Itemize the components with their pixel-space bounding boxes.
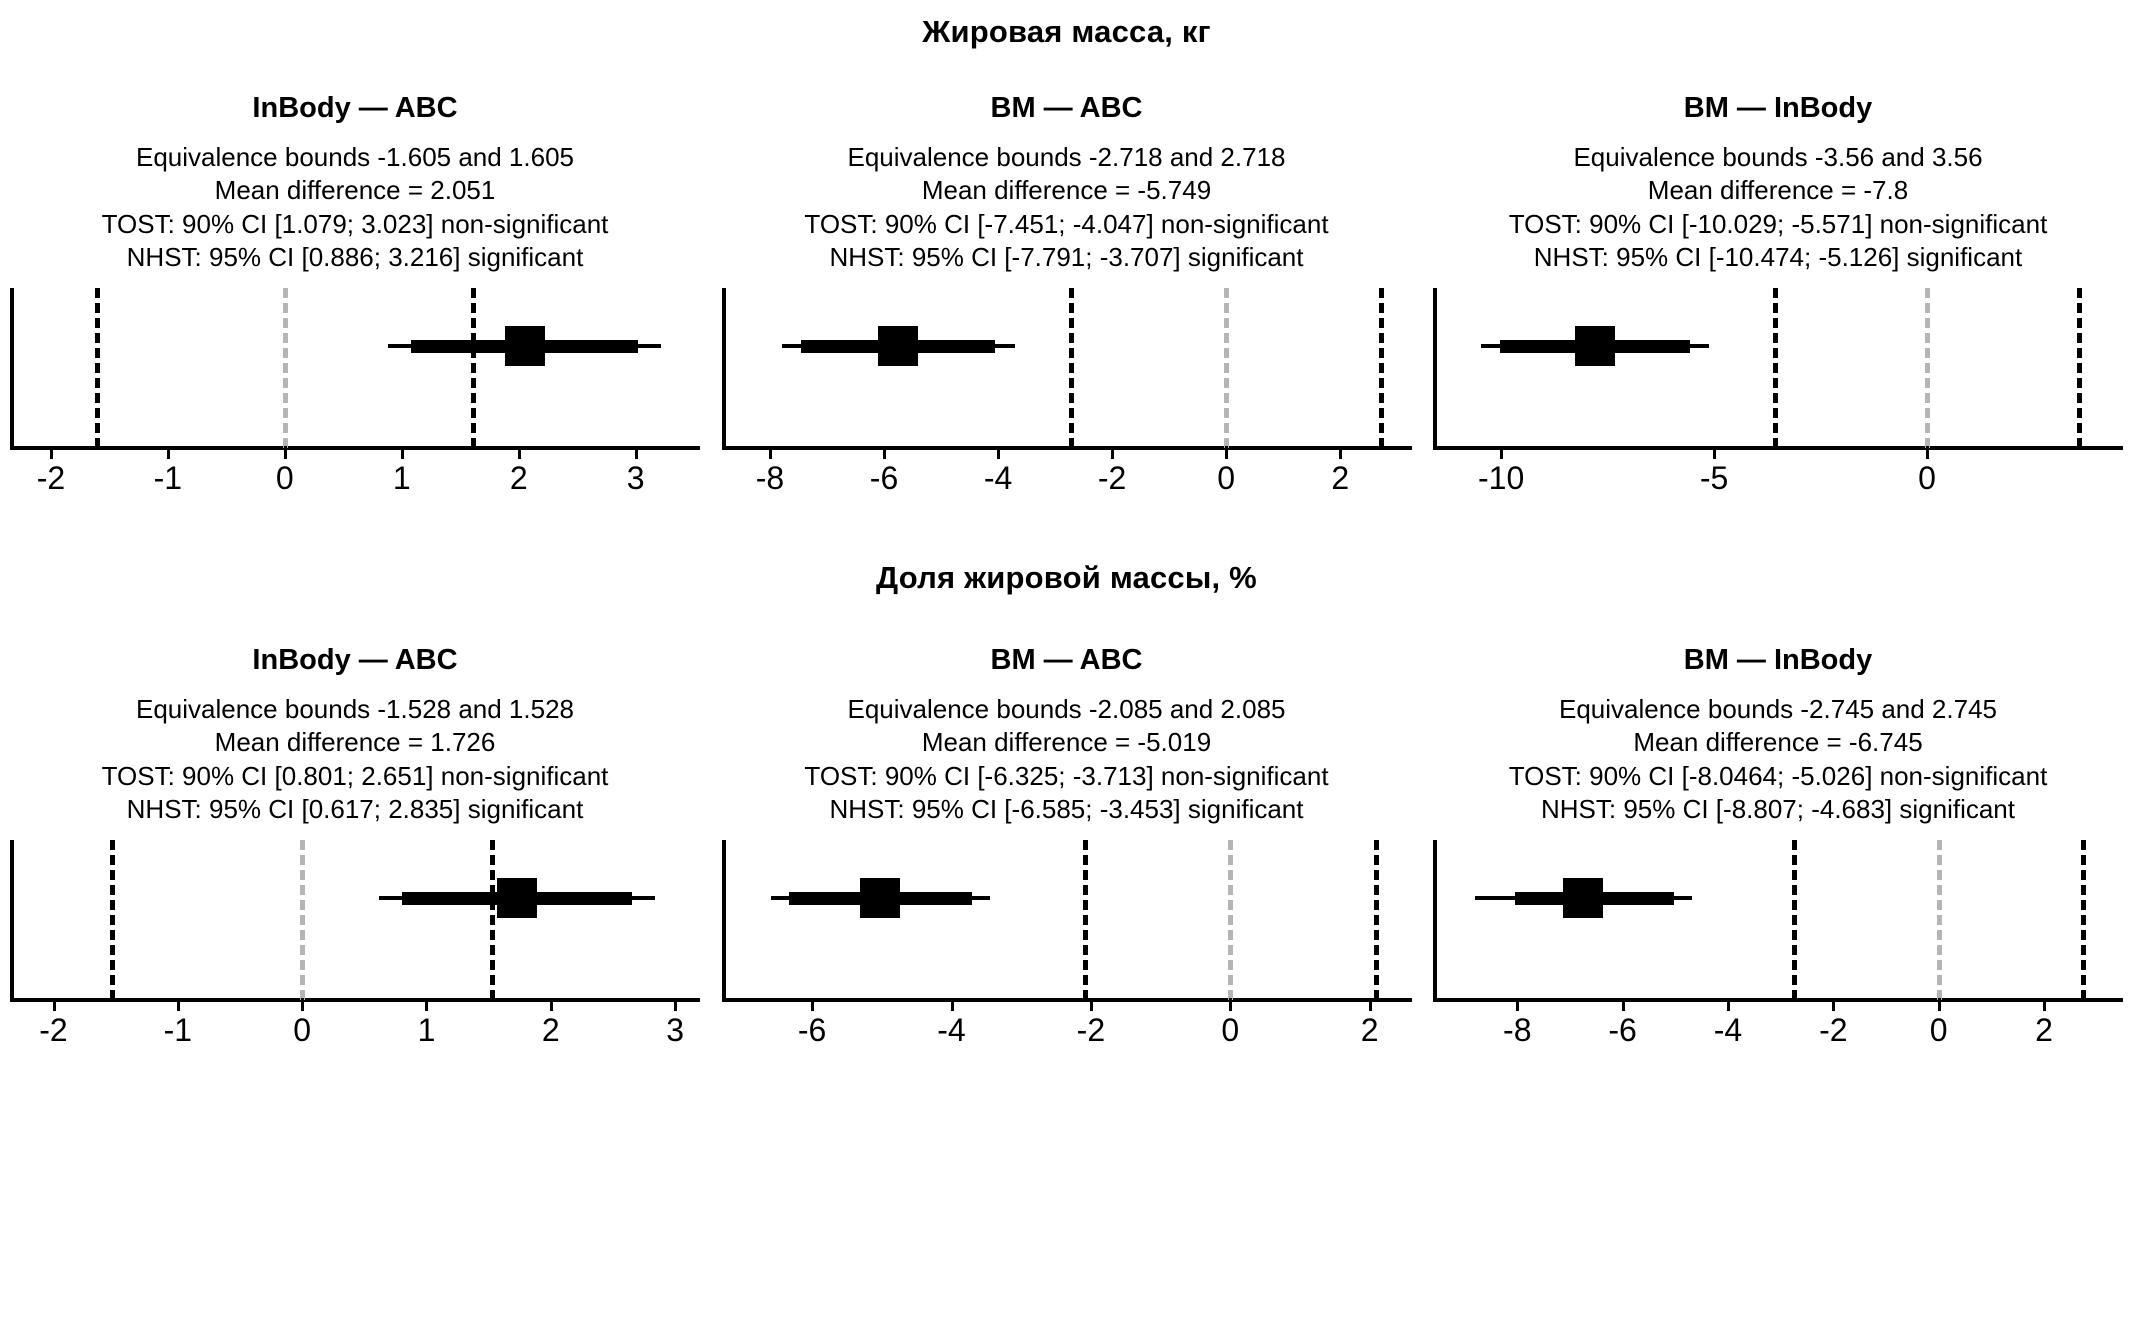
x-tick bbox=[177, 998, 180, 1011]
panel-title: BM — ABC bbox=[990, 644, 1143, 677]
x-tick-label: -4 bbox=[937, 1012, 966, 1049]
x-tick-label: 1 bbox=[392, 460, 411, 497]
x-tick bbox=[1926, 446, 1929, 459]
panel-title: InBody — ABC bbox=[252, 644, 458, 677]
nhst-text: NHST: 95% CI [0.886; 3.216] significant bbox=[126, 241, 584, 272]
equivalence-bound-line bbox=[1792, 840, 1797, 1000]
y-axis-line bbox=[722, 288, 726, 450]
nhst-text: NHST: 95% CI [0.617; 2.835] significant bbox=[126, 793, 584, 824]
panel-row bbox=[0, 92, 2133, 497]
panel-bm-inbody-mass bbox=[1433, 92, 2123, 497]
nhst-text: NHST: 95% CI [-6.585; -3.453] significant bbox=[829, 793, 1304, 824]
y-axis-line bbox=[10, 288, 14, 450]
panel-stats bbox=[1433, 141, 2123, 274]
x-tick bbox=[1090, 998, 1093, 1011]
x-tick bbox=[769, 446, 772, 459]
x-tick-label: 0 bbox=[1221, 1012, 1240, 1049]
x-tick bbox=[301, 998, 304, 1011]
x-tick-label: -1 bbox=[153, 460, 183, 497]
x-tick bbox=[53, 998, 56, 1011]
plot-area bbox=[10, 840, 700, 1049]
mean-difference-marker bbox=[878, 326, 918, 366]
panel-stats bbox=[10, 141, 700, 274]
panel-bm-abc-percent bbox=[722, 644, 1412, 1049]
x-tick-label: -1 bbox=[163, 1012, 193, 1049]
x-tick bbox=[1339, 446, 1342, 459]
y-axis-line bbox=[1433, 288, 1437, 450]
x-tick bbox=[1111, 446, 1114, 459]
forest-plot bbox=[722, 288, 1412, 497]
panel-inbody-abc-percent bbox=[10, 644, 700, 1049]
x-tick-label: 0 bbox=[275, 460, 294, 497]
x-tick-label: 2 bbox=[1331, 460, 1350, 497]
x-tick-label: -2 bbox=[1819, 1012, 1848, 1049]
x-tick bbox=[997, 446, 1000, 459]
mean-difference-text: Mean difference = 1.726 bbox=[214, 727, 496, 758]
x-tick-label: -4 bbox=[1713, 1012, 1743, 1049]
zero-reference-line bbox=[1228, 840, 1233, 1000]
x-tick bbox=[1727, 998, 1730, 1011]
x-tick bbox=[1516, 998, 1519, 1011]
panel-title: BM — InBody bbox=[1683, 92, 1873, 124]
tost-text: TOST: 90% CI [-6.325; -3.713] non-significant bbox=[804, 760, 1329, 791]
x-tick bbox=[1225, 446, 1228, 459]
mean-difference-text: Mean difference = -7.8 bbox=[1647, 175, 1909, 206]
x-tick-label: -8 bbox=[1503, 1012, 1532, 1049]
equivalence-bound-line bbox=[95, 288, 100, 448]
equivalence-bounds-text: Equivalence bounds -1.605 and 1.605 bbox=[135, 142, 574, 172]
x-tick-label: -2 bbox=[1076, 1012, 1106, 1049]
x-tick bbox=[518, 446, 521, 459]
panel-bm-abc-mass bbox=[722, 92, 1412, 497]
x-tick bbox=[883, 446, 886, 459]
x-tick bbox=[284, 446, 287, 459]
zero-reference-line bbox=[283, 288, 288, 448]
x-tick-label: -6 bbox=[797, 1012, 827, 1049]
x-tick-label: -10 bbox=[1478, 460, 1525, 497]
section-fat-percent bbox=[0, 560, 2133, 1049]
zero-reference-line bbox=[1925, 288, 1930, 448]
nhst-text: NHST: 95% CI [-8.807; -4.683] significant bbox=[1540, 793, 2015, 824]
x-tick bbox=[1938, 998, 1941, 1011]
forest-plot bbox=[1433, 288, 2123, 497]
x-tick-label: -4 bbox=[983, 460, 1013, 497]
x-tick-label: 2 bbox=[1360, 1012, 1379, 1049]
mean-difference-marker bbox=[860, 878, 900, 918]
forest-plot bbox=[722, 840, 1412, 1049]
section-fat-mass bbox=[0, 0, 2133, 497]
x-axis-line bbox=[10, 446, 700, 450]
panel-stats bbox=[10, 693, 700, 826]
equivalence-bound-line bbox=[1083, 840, 1088, 1000]
x-tick bbox=[550, 998, 553, 1011]
x-tick bbox=[50, 446, 53, 459]
plot-area bbox=[10, 288, 700, 497]
tost-text: TOST: 90% CI [1.079; 3.023] non-significant bbox=[101, 208, 609, 239]
mean-difference-text: Mean difference = 2.051 bbox=[214, 175, 496, 206]
tost-text: TOST: 90% CI [0.801; 2.651] non-significant bbox=[101, 760, 609, 791]
equivalence-bound-line bbox=[471, 288, 476, 448]
forest-plot bbox=[1433, 840, 2123, 1049]
x-tick bbox=[1713, 446, 1716, 459]
mean-difference-marker bbox=[1575, 326, 1615, 366]
plot-area bbox=[722, 840, 1412, 1049]
x-tick bbox=[167, 446, 170, 459]
x-tick-label: 1 bbox=[417, 1012, 436, 1049]
x-tick-label: 2 bbox=[509, 460, 528, 497]
x-tick bbox=[951, 998, 954, 1011]
x-tick-label: 2 bbox=[2035, 1012, 2053, 1049]
x-tick bbox=[1229, 998, 1232, 1011]
equivalence-bound-line bbox=[1374, 840, 1379, 1000]
x-tick bbox=[1622, 998, 1625, 1011]
x-tick-label: -6 bbox=[869, 460, 899, 497]
equivalence-bound-line bbox=[110, 840, 115, 1000]
zero-reference-line bbox=[1224, 288, 1229, 448]
plot-area bbox=[1433, 840, 2123, 1049]
mean-difference-marker bbox=[497, 878, 537, 918]
equivalence-bounds-text: Equivalence bounds -2.085 and 2.085 bbox=[847, 694, 1286, 725]
equivalence-bound-line bbox=[1773, 288, 1778, 448]
x-tick-label: -2 bbox=[39, 1012, 68, 1049]
equivalence-bounds-text: Equivalence bounds -2.745 and 2.745 bbox=[1558, 694, 1997, 725]
mean-difference-text: Mean difference = -6.745 bbox=[1633, 727, 1923, 758]
x-tick bbox=[635, 446, 638, 459]
tost-text: TOST: 90% CI [-8.0464; -5.026] non-significant bbox=[1508, 760, 2048, 791]
mean-difference-text: Mean difference = -5.019 bbox=[921, 727, 1212, 758]
x-tick bbox=[2043, 998, 2046, 1011]
equivalence-bounds-text: Equivalence bounds -2.718 and 2.718 bbox=[847, 142, 1286, 172]
panel-title: InBody — ABC bbox=[252, 92, 458, 124]
panel-stats bbox=[722, 141, 1412, 274]
tost-text: TOST: 90% CI [-10.029; -5.571] non-significant bbox=[1508, 208, 2048, 239]
plot-area bbox=[1433, 288, 2123, 497]
tost-text: TOST: 90% CI [-7.451; -4.047] non-significant bbox=[804, 208, 1329, 239]
forest-plot bbox=[10, 288, 700, 497]
x-tick-label: 0 bbox=[1929, 1012, 1948, 1049]
x-tick-label: 0 bbox=[1918, 460, 1936, 497]
x-axis-line bbox=[722, 446, 1412, 450]
x-tick bbox=[674, 998, 677, 1011]
panel-inbody-abc-mass bbox=[10, 92, 700, 497]
x-tick-label: -8 bbox=[755, 460, 785, 497]
x-axis-line bbox=[1433, 998, 2123, 1002]
nhst-text: NHST: 95% CI [-7.791; -3.707] significant bbox=[829, 241, 1304, 272]
x-tick-label: -5 bbox=[1699, 460, 1729, 497]
equivalence-bound-line bbox=[2081, 840, 2086, 1000]
x-tick bbox=[811, 998, 814, 1011]
panel-row bbox=[0, 644, 2133, 1049]
x-tick-label: -6 bbox=[1608, 1012, 1637, 1049]
section-title: Доля жировой массы, % bbox=[876, 560, 1257, 596]
equivalence-bounds-text: Equivalence bounds -3.56 and 3.56 bbox=[1573, 142, 1983, 172]
x-tick-label: -2 bbox=[36, 460, 66, 497]
equivalence-bound-line bbox=[2077, 288, 2082, 448]
plot-area bbox=[722, 288, 1412, 497]
equivalence-bound-line bbox=[490, 840, 495, 1000]
panel-stats bbox=[722, 693, 1412, 826]
x-tick-label: 3 bbox=[626, 460, 645, 497]
section-title: Жировая масса, кг bbox=[922, 14, 1211, 49]
mean-difference-marker bbox=[505, 326, 545, 366]
y-axis-line bbox=[722, 840, 726, 1002]
x-tick bbox=[425, 998, 428, 1011]
x-axis-line bbox=[722, 998, 1412, 1002]
equivalence-bound-line bbox=[1069, 288, 1074, 448]
nhst-text: NHST: 95% CI [-10.474; -5.126] significant bbox=[1533, 241, 2023, 272]
zero-reference-line bbox=[300, 840, 305, 1000]
equivalence-bound-line bbox=[1379, 288, 1384, 448]
x-tick-label: 3 bbox=[666, 1012, 685, 1049]
panel-stats bbox=[1433, 693, 2123, 826]
panel-bm-inbody-percent bbox=[1433, 644, 2123, 1049]
mean-difference-marker bbox=[1563, 878, 1603, 918]
panel-title: BM — InBody bbox=[1683, 644, 1873, 677]
y-axis-line bbox=[1433, 840, 1437, 1002]
x-tick-label: -2 bbox=[1097, 460, 1127, 497]
panel-title: BM — ABC bbox=[990, 92, 1143, 124]
equivalence-bounds-text: Equivalence bounds -1.528 and 1.528 bbox=[135, 694, 574, 725]
x-tick-label: 0 bbox=[293, 1012, 312, 1049]
x-tick bbox=[1369, 998, 1372, 1011]
x-tick bbox=[1832, 998, 1835, 1011]
y-axis-line bbox=[10, 840, 14, 1002]
zero-reference-line bbox=[1937, 840, 1942, 1000]
forest-plot bbox=[10, 840, 700, 1049]
x-tick bbox=[401, 446, 404, 459]
x-tick bbox=[1500, 446, 1503, 459]
x-tick-label: 0 bbox=[1217, 460, 1236, 497]
x-tick-label: 2 bbox=[541, 1012, 560, 1049]
mean-difference-text: Mean difference = -5.749 bbox=[921, 175, 1212, 206]
